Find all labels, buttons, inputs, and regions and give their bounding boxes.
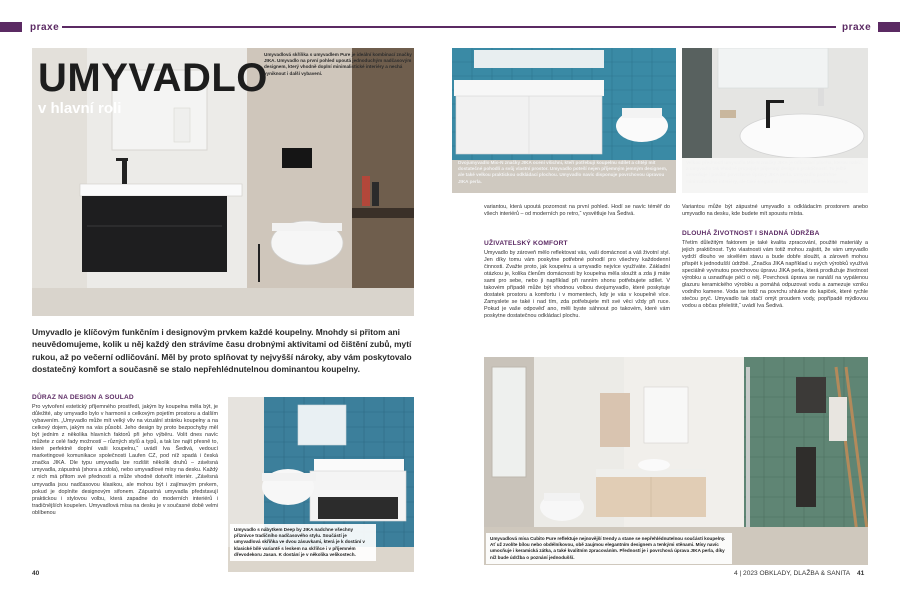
header-label-left: praxe [30, 22, 60, 33]
section-text-design-p: Pro vytvoření estetický příjemného prostředí, jakým by koupelna měla být, je důležité, aby umyvadlo bylo v harmonii s celkovým pojetím prostoru a dalším vybavením. „Umyvadlo může mít velký vliv na vizuální stránku koupelny a na celkový dojem, jakým na vás působí. Jeho design by proto bezpochyby měl být jedním z několika hlavních faktorů při jeho výběru. Volit dnes navíc můžete z celé řady možností – různých stylů a typů, a tak lze najít přesně to, které perfektně doplní vaši koupelnu,“ uvádí Iva Šedivá, vedoucí marketingové komunikace společnosti Laufen CZ, pod níž spadá i česká značka JIKA. Dle typu umyvadla lze rozlišit několik druhů – závěsná umyvadla, zápustná (shora a zdola), nebo umyvadlové mísy na desku. Každý z nich má přitom své přednosti a může vhodně dotvořit interiér. „Závěsná umyvadla jsou nadčasovou klasikou, ale mohou být i zajímavým prvkem, pokud je doplníte designovým sifonem. Zápustná umyvadla představují praktickou i stylovou volbu, která zapadne do moderních interiérů i tradičnějších koupelen. Umyvadlová mísa na desku je v současné době velmi oblíbenou [32, 404, 218, 516]
page-number-right: 41 [857, 570, 865, 577]
section-heading-design: DŮRAZ NA DESIGN A SOULAD [32, 394, 134, 401]
caption-top-right-2: Velkou předností umyvadla Mio-N značky JIKA je odkládací plocha, kterou nabízí, a umyvadlo tak vhodně propojuje příjemný design s praktičností. To ještě umocňuje i použití povrchové úpravy JIKA perla. Umyvadlo podtrhne minimalistické interiéry, ale také elegantní i romantičtější laděné koupelny. [686, 160, 864, 184]
durability-intro-text [682, 204, 868, 218]
header-tag-right [878, 22, 900, 32]
header-tag-left [0, 22, 22, 32]
article-title: UMYVADLO [38, 56, 268, 100]
page-number-left: 40 [32, 570, 40, 577]
comfort-cont-p: variantou, která upoutá pozornost na první pohled. Hodí se navíc téměř do všech interiérů – od moderních po retro,“ vysvětluje Iva Šedivá. [484, 204, 670, 218]
header-rule [62, 26, 836, 28]
section-text-comfort-p: Umyvadlo by zároveň mělo reflektovat vás, vaši domácnost a váš životní styl. Jen díky tomu vám poskytne potřebné pohodlí pro všechny každodenní činnosti. Zvažte proto, jak koupelnu a umyvadlo nejvíce využíváte. Základní otázkou je, kolika členům domácnosti by koupelna měla sloužit a zda ji máte sami pro sebe, nebo ji například při ranním shonu potřebujete sdílet. V takovém případě může být vhodnou volbou dvojumyvadlo, které poskytuje dostatek prostoru a komfortu i v momentech, kdy je vás v koupelně více. Zamyslete se také i nad tím, zda potřebujete mít své věci vždy při ruce. Pokud je vaše odpověď ano, měli byste sáhnout po takovém, které vám poskytne dostatečnou odkládací plochu. [484, 250, 670, 320]
caption-top-right-1: Dvojumyvadlo Mio-N značky JIKA ocení všichni, kteří potřebují koupelnu sdílet a chtějí mít dostatečné pohodlí a svůj vlastní prostor. Umyvadlo poteší nejen příjemným jemným designem, ale také velkou praktickou odkládací plochou. Umyvadlo navíc disponuje povrchovou úpravou JIKA perla. [458, 160, 668, 184]
folio-magazine: 4 | 2023 OBKLADY, DLAŽBA & SANITA [734, 570, 851, 577]
section-text-durability-p: Třetím důležitým faktorem je také kvalita zpracování, použité materiály a jejich praktičnost. Tyto vlastnosti vám totiž mohou zajistit, že vám umyvadlo vydrží dlouho ve skvělém stavu a bude dobře sloužit, a zároveň mohou přispět k jednodušší údržbě. „Značka JIKA například u svých výrobků využívá speciálně vyvinutou povrchovou úpravu JIKA perla, která prodlužuje životnost výrobku a usnadňuje péči o něj. Povrchová úprava se nanáší na vypálenou glazuru keramického výrobku a pomáhá odpuzovat vodu a zamezuje vzniku vodního kamene. Voda se totiž na povrchu shlukne do kapiček, které rychle stečou pryč. Umyvadlo tak stačí omýt proudem vody, popřípadě mýdlovou vodou a občas přeleštit,“ uvádí Iva Šedivá. [682, 240, 868, 310]
header-label-right: praxe [842, 22, 872, 33]
section-text-comfort [484, 250, 670, 320]
article-subtitle: v hlavní roli [38, 100, 122, 117]
durability-intro-p: Variantou může být zápustné umyvadlo s odkládacím prostorem anebo umyvadlo na desku, kde budete mít spoustu místa. [682, 204, 868, 218]
mid-caption: Umyvadlo s nábytkem Deep by JIKA nadchne všechny příznivce tradičního nadčasového stylu. Součástí je umyvadlová skříňka ve dvou zásuvkami, která je k dostání v klasické bílé variantě s leskem na skříňce i v příjemném dřevodekoru Jasan. K dostání je v několika velikostech. [230, 524, 376, 561]
section-heading-comfort: UŽIVATELSKÝ KOMFORT [484, 240, 568, 247]
section-text-design [32, 404, 218, 572]
section-text-durability [682, 240, 868, 310]
section-heading-durability: DLOUHÁ ŽIVOTNOST I SNADNÁ ÚDRŽBA [682, 230, 820, 237]
caption-bottom-right: Umyvadlová mísa Cubito Pure reflektuje nejnovější trendy a stane se nepřehlédnutelnou součástí koupelny. Ať už zvolíte bílou nebo obdélníkovou, obě zaujmou elegantním designem a tenkými stěnami. Mísy navíc umocňuje i keramická zátka, a také kvalitním zpracováním. Předností je i povrchová úprava JIKA perla, díky níž bude údržba o poznání jednodušší. [486, 533, 732, 564]
hero-caption: Umyvadlová skříňka s umyvadlem Pure je ideální kombinací značky JIKA. Umyvadlo na první pohled upoutá jednoduchým nadčasovým designem, který vhodně doplní minimalistické interiéry a nechá vyniknout i další vybavení. [264, 52, 412, 76]
comfort-cont-text [484, 204, 670, 218]
lead-paragraph: Umyvadlo je klíčovým funkčním i designovým prvkem každé koupelny. Mnohdy si přitom ani neuvědomujeme, kolik u něj každý den strávíme času drobnými aktivitami od čištění zubů, mytí rukou, až po večerní odličování. Měl by proto splňovat ty nejvyšší nároky, aby vám poskytovalo dostatečný komfort a současně se stalo nepřehlédnutelnou dominantou koupelny. [32, 327, 412, 375]
